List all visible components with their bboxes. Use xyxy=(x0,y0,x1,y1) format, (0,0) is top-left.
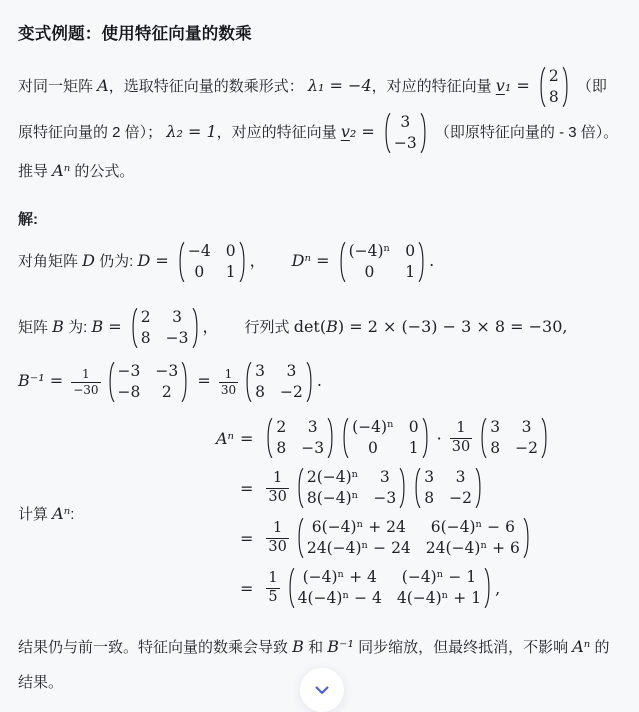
matrix-cell: 3 xyxy=(490,418,501,436)
matrix-cell: 8 xyxy=(276,439,287,457)
matrix-cell: 4(−4)ⁿ + 1 xyxy=(396,589,482,607)
matrix-paren xyxy=(412,465,421,511)
comma: ， xyxy=(249,250,266,270)
matrix-paren xyxy=(337,239,346,285)
matrix-cell: 2 xyxy=(548,67,559,85)
fraction-numerator: 1 xyxy=(82,367,90,382)
matrix-cell: (−4)ⁿ + 4 xyxy=(302,568,377,586)
math-lhs-D: D xyxy=(137,250,151,270)
matrix-paren xyxy=(537,64,546,110)
matrix-cell: −3 xyxy=(117,362,141,380)
matrix-adjugate xyxy=(106,359,191,405)
equals-sign: = xyxy=(511,75,535,95)
matrix-cell: −8 xyxy=(117,383,141,401)
matrix-cell: 3 xyxy=(172,308,183,326)
fraction-numerator: 1 xyxy=(224,367,233,382)
calc-label xyxy=(18,503,204,524)
matrix-D-power-n xyxy=(337,239,428,285)
matrix-cell: 3 xyxy=(424,468,435,486)
text-run: ，对应的特征向量 xyxy=(216,123,341,141)
math-var-v2: v xyxy=(340,121,350,141)
equals-sign: = xyxy=(240,578,254,598)
text-run: 为: xyxy=(63,318,92,336)
comma: ， xyxy=(202,316,219,336)
math-sub-1: ₁ xyxy=(504,75,512,95)
multiplication-dot: · xyxy=(436,428,442,448)
text-run: 的公式。 xyxy=(70,163,135,180)
fraction-numerator: 1 xyxy=(456,420,466,437)
matrix-cell: 8(−4)ⁿ xyxy=(306,489,359,507)
period: . xyxy=(316,370,322,390)
equation-row-2 xyxy=(204,465,552,511)
matrix-cell: 3 xyxy=(255,362,265,380)
matrix-B xyxy=(129,305,201,351)
matrix-paren xyxy=(306,359,315,405)
matrix-cell: 8 xyxy=(140,329,151,347)
matrix-cell: 24(−4)ⁿ − 24 xyxy=(306,539,411,557)
fraction-1-over-30 xyxy=(450,420,472,456)
matrix-paren xyxy=(239,239,248,285)
matrix-cell: 3 xyxy=(521,418,532,436)
solution-label: 解: xyxy=(18,211,38,228)
matrix-paren xyxy=(192,305,201,351)
matrix-B-inverse xyxy=(478,415,550,461)
problem-paragraph xyxy=(18,64,621,187)
matrix-cell: 0 xyxy=(225,242,236,260)
math-var-D: D xyxy=(82,250,95,270)
matrix-paren xyxy=(286,565,295,611)
fraction-numerator: 1 xyxy=(273,520,283,537)
matrix-cell: 2 xyxy=(161,383,172,401)
matrix-cell: −3 xyxy=(393,134,417,152)
equation-row-3 xyxy=(204,515,552,561)
determinant-text: 行列式 xyxy=(244,318,294,336)
math-B-inverse: B⁻¹ xyxy=(327,637,354,656)
text-run: （即原特征向量的 - 3 倍）。推导 xyxy=(18,123,619,180)
matrix-cell: 8 xyxy=(548,88,559,106)
equals-sign: = xyxy=(240,528,254,548)
matrix-paren xyxy=(295,515,304,561)
chevron-down-icon xyxy=(312,680,332,700)
matrix-cell: −4 xyxy=(187,242,211,260)
expand-button[interactable] xyxy=(300,668,344,712)
matrix-cell: 1 xyxy=(225,263,236,281)
matrix-paren xyxy=(243,359,252,405)
matrix-cell: −2 xyxy=(279,383,303,401)
matrix-paren xyxy=(422,415,431,461)
equals-sign: = xyxy=(356,121,380,141)
matrix-cell: 2 xyxy=(140,308,151,326)
matrix-cell: 0 xyxy=(405,242,416,260)
math-lambda2: λ₂ = 1 xyxy=(166,121,217,141)
matrix-cell: 3 xyxy=(286,362,297,380)
matrix-cell: 2(−4)ⁿ xyxy=(306,468,359,486)
matrix-cell: 4(−4)ⁿ − 4 xyxy=(297,589,382,607)
equals-sign: = xyxy=(103,316,127,336)
math-var-v1: v xyxy=(495,75,505,95)
matrix-B-inverse xyxy=(243,359,315,405)
equals-sign: = xyxy=(240,428,254,448)
matrix-cell: 8 xyxy=(255,383,265,401)
math-B-inverse: B⁻¹ xyxy=(18,370,45,390)
matrix-cell: (−4)ⁿ − 1 xyxy=(401,568,477,586)
matrix-paren xyxy=(106,359,115,405)
matrix-paren xyxy=(562,64,571,110)
equals-sign: = xyxy=(240,478,254,498)
page-title: 变式例题：使用特征向量的数乘 xyxy=(18,25,252,43)
matrix-result xyxy=(286,565,493,611)
period: . xyxy=(429,250,435,270)
matrix-B xyxy=(264,415,336,461)
matrix-paren xyxy=(129,305,138,351)
equals-sign: = xyxy=(44,370,69,390)
text-run: 计算 xyxy=(18,505,53,523)
matrix-paren xyxy=(340,415,349,461)
fraction-denominator: 30 xyxy=(220,382,237,397)
matrix-D xyxy=(176,239,248,285)
math-var-A: A xyxy=(97,75,109,95)
det-open: det( xyxy=(293,316,327,336)
matrix-cell: −3 xyxy=(155,362,179,380)
matrix-paren xyxy=(327,415,336,461)
fraction-denominator: 30 xyxy=(268,488,287,505)
fraction-numerator: 1 xyxy=(273,470,283,487)
matrix-cell: 6(−4)ⁿ − 6 xyxy=(430,518,515,536)
matrix-product-2 xyxy=(295,515,532,561)
colon: : xyxy=(70,505,75,523)
equals-sign: = xyxy=(310,250,335,270)
matrix-cell: 3 xyxy=(307,418,318,436)
equals-sign: = xyxy=(150,250,174,270)
matrix-cell: 1 xyxy=(408,439,419,457)
matrix-cell: 0 xyxy=(364,263,375,281)
matrix-cell: 0 xyxy=(408,418,419,436)
matrix-paren xyxy=(295,465,304,511)
text-run: 对同一矩阵 xyxy=(18,77,98,95)
vector-v2 xyxy=(382,110,429,156)
matrix-paren xyxy=(523,515,532,561)
matrix-cell: 24(−4)ⁿ + 6 xyxy=(425,539,520,557)
matrix-B-paragraph xyxy=(18,305,621,351)
matrix-paren xyxy=(420,110,429,156)
text-run: 同步缩放，但最终抵消，不影响 xyxy=(353,639,573,656)
det-expression: ) = 2 × (−3) − 3 × 8 = −30, xyxy=(337,316,568,336)
fraction-denominator: 30 xyxy=(451,438,471,455)
matrix-cell: −2 xyxy=(515,439,538,457)
matrix-cell: −3 xyxy=(373,489,397,507)
matrix-paren xyxy=(399,465,408,511)
matrix-cell: 3 xyxy=(455,468,466,486)
equation-row-1 xyxy=(204,415,552,461)
matrix-cell: 3 xyxy=(400,113,411,131)
text-run: ，选取特征向量的数乘形式： xyxy=(108,77,308,95)
matrix-cell: 8 xyxy=(490,439,501,457)
matrix-paren xyxy=(418,239,427,285)
math-sub-2: ₂ xyxy=(349,121,357,141)
B-inverse-paragraph xyxy=(18,359,621,405)
math-var-B: B xyxy=(292,637,304,656)
matrix-cell: 0 xyxy=(368,439,378,457)
matrix-cell: −3 xyxy=(301,439,325,457)
matrix-paren xyxy=(264,415,273,461)
matrix-cell: 2 xyxy=(276,418,287,436)
fraction-denominator: 5 xyxy=(268,588,278,605)
math-A-power-n: Aⁿ xyxy=(52,503,71,523)
math-A-power-n: Aⁿ xyxy=(572,637,591,656)
matrix-cell: 6(−4)ⁿ + 24 xyxy=(311,518,406,536)
math-A-power-n: Aⁿ xyxy=(215,428,234,448)
matrix-cell: 3 xyxy=(379,468,390,486)
matrix-cell: 8 xyxy=(424,489,435,507)
math-lambda1: λ₁ = −4 xyxy=(307,75,372,95)
fraction-1-over-30 xyxy=(266,470,288,506)
math-A-power-n: Aⁿ xyxy=(52,161,71,180)
text-run: ，对应的特征向量 xyxy=(371,77,496,95)
matrix-cell: 0 xyxy=(194,263,205,281)
matrix-paren xyxy=(541,415,550,461)
comma: , xyxy=(495,578,501,598)
matrix-D-power-n xyxy=(340,415,431,461)
matrix-paren xyxy=(478,415,487,461)
calculation-block xyxy=(18,413,621,613)
math-var-B: B xyxy=(326,316,338,336)
fraction-1-over-30 xyxy=(219,367,238,397)
vector-v1 xyxy=(537,64,571,110)
text-run: 仍为: xyxy=(95,252,138,270)
equals-sign: = xyxy=(192,370,216,390)
text-run: 和 xyxy=(303,639,328,656)
matrix-cell: (−4)ⁿ xyxy=(352,418,394,436)
matrix-cell: −2 xyxy=(449,489,472,507)
matrix-cell: 1 xyxy=(405,263,416,281)
matrix-B-inverse xyxy=(412,465,484,511)
fraction-1-over-30 xyxy=(266,520,288,556)
math-var-B: B xyxy=(52,316,64,336)
fraction-denominator: −30 xyxy=(73,382,99,397)
text-run: 矩阵 xyxy=(18,318,53,336)
fraction-1-over-neg30 xyxy=(71,367,100,397)
equation-column xyxy=(204,413,552,613)
text-run: （即原特征向量的 2 倍）； xyxy=(18,77,607,141)
equation-row-4 xyxy=(204,565,552,611)
matrix-paren xyxy=(181,359,190,405)
fraction-numerator: 1 xyxy=(268,570,278,587)
fraction-1-over-5 xyxy=(266,570,279,606)
matrix-cell: −3 xyxy=(165,329,189,347)
matrix-product-1 xyxy=(295,465,408,511)
matrix-cell: (−4)ⁿ xyxy=(348,242,391,260)
math-lhs-B: B xyxy=(91,316,104,336)
fraction-denominator: 30 xyxy=(268,538,287,555)
text-run: 结果仍与前一致。特征向量的数乘会导致 xyxy=(18,639,293,656)
text-run: 对角矩阵 xyxy=(18,252,83,270)
matrix-paren xyxy=(382,110,391,156)
matrix-paren xyxy=(475,465,484,511)
matrix-paren xyxy=(176,239,185,285)
math-lhs-Dn: Dⁿ xyxy=(291,250,311,270)
matrix-paren xyxy=(484,565,493,611)
diagonal-matrix-paragraph xyxy=(18,239,621,285)
text-run: 的结果。 xyxy=(18,639,610,691)
